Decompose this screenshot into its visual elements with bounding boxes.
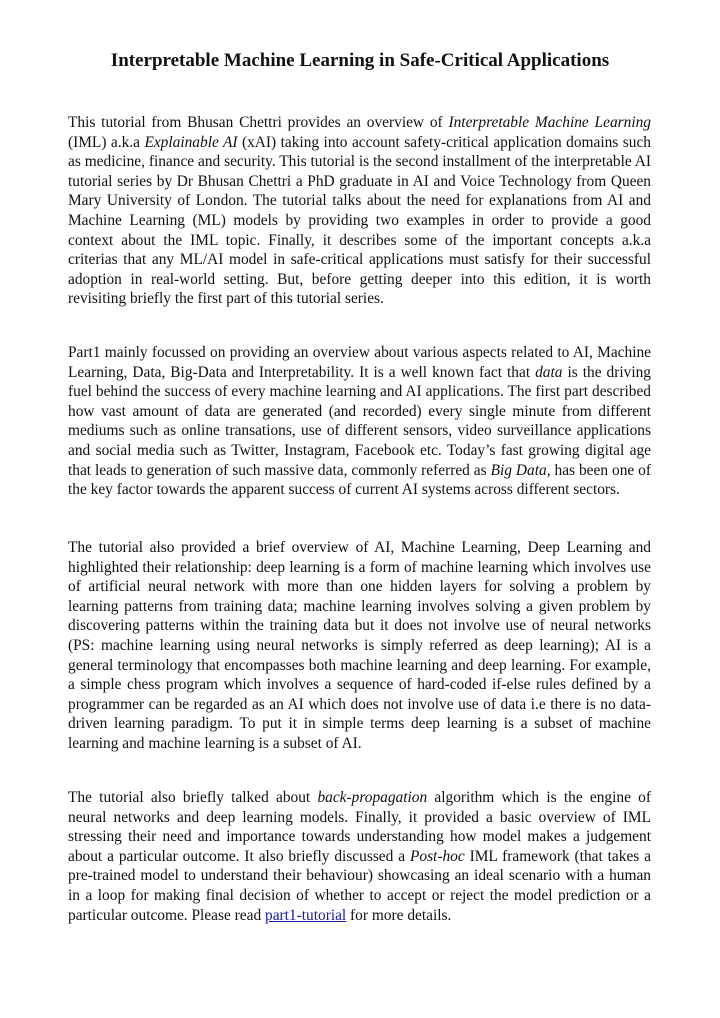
paragraph-part1-summary xyxy=(68,343,651,500)
text-run: has been one of the key factor towards the apparent success of current AI systems across different sectors. xyxy=(68,461,651,499)
part1-tutorial-link[interactable]: part1-tutorial xyxy=(265,906,347,924)
emphasis-term: Explainable AI xyxy=(144,133,238,151)
text-run: (xAI) taking into account safety-critical application domains such as medicine, finance and security. This tutorial is the second installment of the interpretable AI tutorial series by Dr Bhusan Chettri a PhD graduate in AI and Voice Technology from Queen Mary University of London. The tutorial talks about the need for explanations from AI and Machine Learning (ML) models by providing two examples in order to provide a good context about the IML topic. Finally, it describes some of the important concepts a.k.a criterias that any ML/AI model in safe-critical applications must satisfy for their successful adoption in real-world setting. But, before getting deeper into this edition, it is worth revisiting briefly the first part of this tutorial series. xyxy=(68,133,651,308)
paragraph-intro xyxy=(68,113,651,309)
text-run: Part1 mainly focussed on providing an overview about various aspects related to AI, Machine Learning, Data, Big-Data and Interpretability. It is a well known fact that xyxy=(68,344,651,381)
emphasis-term: Post-hoc xyxy=(409,847,465,865)
emphasis-term: data xyxy=(535,363,563,381)
text-run: for more details. xyxy=(346,906,452,924)
text-run: IML framework (that takes a pre-trained model to understand their behaviour) showcasing an ideal scenario with a human in a loop for making final decision of whether to accept or reject the model prediction or a particular outcome. Please read xyxy=(68,847,651,924)
paragraph-ai-ml-dl: The tutorial also provided a brief overview of AI, Machine Learning, Deep Learning and highlighted their relationship: deep learning is a form of machine learning which involves use of artificial neural network with more than one hidden layers for solving a problem by learning patterns from training data; machine learning involves solving a given problem by discovering patterns within the training data but it does not involve use of neural networks (PS: machine learning using neural networks is simply referred as deep learning); AI is a general terminology that encompasses both machine learning and deep learning. For example, a simple chess program which involves a sequence of hard-coded if-else rules defined by a programmer can be regarded as an AI which does not involve use of data i.e there is no data-driven learning paradigm. To put it in simple terms deep learning is a subset of machine learning and machine learning is a subset of AI. xyxy=(68,539,651,752)
text-run: is the driving fuel behind the success of every machine learning and AI applications. The first part described how vast amount of data are generated (and recorded) every single minute from different mediums such as online transations, use of different sensors, video surveillance applications and social media such as Twitter, Instagram, Facebook etc. Today’s fast growing digital age that leads to generation of such massive data, commonly referred as xyxy=(68,363,652,479)
text-run: (IML) a.k.a xyxy=(68,133,145,151)
text-run: The tutorial also briefly talked about xyxy=(68,789,318,806)
emphasis-term: Big Data, xyxy=(490,461,551,479)
emphasis-term: back-propagation xyxy=(317,789,428,806)
emphasis-term: Interpretable Machine Learning xyxy=(448,114,651,131)
document-title: Interpretable Machine Learning in Safe-Critical Applications xyxy=(110,50,610,71)
text-run: This tutorial from Bhusan Chettri provides an overview of xyxy=(68,114,449,131)
paragraph-backprop-iml xyxy=(68,788,651,925)
text-run: algorithm which is the engine of neural networks and deep learning models. Finally, it provided a basic overview of IML stressing their need and importance towards understanding how model makes a judgement about a particular outcome. It also briefly discussed a xyxy=(68,789,651,865)
